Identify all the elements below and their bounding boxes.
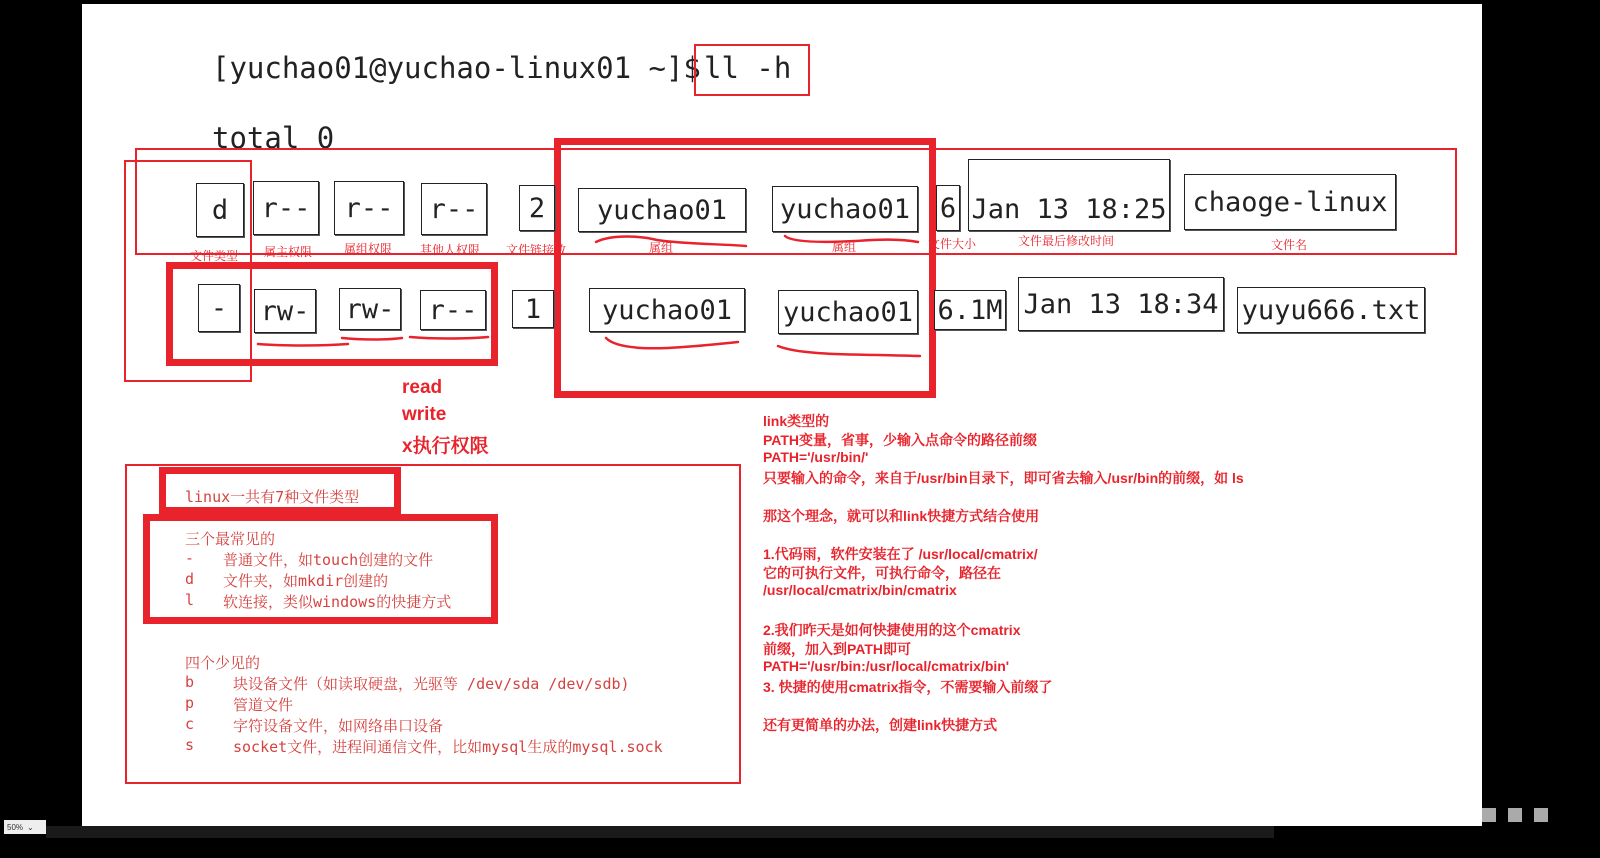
note-line: /usr/local/cmatrix/bin/cmatrix: [763, 582, 957, 598]
common-desc-2: 软连接，类似windows的快捷方式: [223, 593, 452, 611]
caption-size: 文件大小: [928, 237, 977, 251]
whiteboard-canvas: [82, 4, 1482, 826]
row2-name-box: yuyu666.txt: [1237, 287, 1425, 333]
row1-owner-perm-box: r--: [253, 181, 319, 235]
row2-group-perm-box: rw-: [339, 288, 401, 330]
note-line: [763, 696, 1244, 715]
note-line: PATH='/usr/bin:/usr/local/cmatrix/bin': [763, 658, 1010, 674]
note-line: 前缀，加入到PATH即可: [763, 641, 912, 657]
caption-group: 属组: [832, 240, 857, 254]
caption-other-perm: 其他人权限: [420, 243, 481, 257]
zoom-dropdown[interactable]: [4, 820, 46, 834]
rare-heading: 四个少见的: [185, 654, 261, 672]
common-sym-2: l: [185, 591, 195, 609]
common-desc-0: 普通文件，如touch创建的文件: [223, 551, 434, 569]
terminal-total: total 0: [212, 121, 335, 155]
note-line: 只要输入的命令，来自于/usr/bin目录下，即可省去输入/usr/bin的前缀，如 ls: [763, 470, 1244, 486]
row1-group-box: yuchao01: [772, 186, 918, 232]
rare-sym-3: s: [185, 736, 195, 754]
row1-mtime-box: Jan 13 18:25: [968, 159, 1170, 231]
row2-type-box: -: [198, 284, 240, 332]
note-line: 2.我们昨天是如何快捷使用的这个cmatrix: [763, 622, 1021, 638]
terminal-command: ll -h: [704, 51, 792, 85]
caption-owner-perm: 属主权限: [264, 245, 313, 259]
caption-mtime: 文件最后修改时间: [1018, 234, 1115, 248]
horizontal-scrollbar[interactable]: [46, 826, 1274, 838]
caption-owner: 属组: [649, 241, 674, 255]
page-control-button[interactable]: [1508, 808, 1522, 822]
row1-owner-box: yuchao01: [578, 188, 746, 232]
note-line: 那这个理念，就可以和link快捷方式结合使用: [763, 508, 1040, 524]
note-line: PATH='/usr/bin/': [763, 449, 869, 465]
page-control-button[interactable]: [1534, 808, 1548, 822]
chevron-down-icon: ⌄: [27, 822, 34, 832]
rare-sym-1: p: [185, 694, 195, 712]
rare-desc-1: 管道文件: [233, 696, 294, 714]
row1-type-box: d: [196, 183, 244, 237]
note-line: [763, 487, 1244, 506]
rare-sym-0: b: [185, 673, 195, 691]
rare-desc-0: 块设备文件（如读取硬盘，光驱等 /dev/sda /dev/sdb): [233, 675, 630, 693]
caption-links: 文件链接数: [506, 243, 567, 257]
note-line: 还有更简单的办法，创建link快捷方式: [763, 717, 998, 733]
note-line: link类型的: [763, 413, 830, 429]
common-sym-1: d: [185, 570, 195, 588]
common-desc-1: 文件夹，如mkdir创建的: [223, 572, 389, 590]
row1-group-perm-box: r--: [334, 181, 404, 235]
row1-links-box: 2: [519, 185, 555, 231]
note-line: [763, 601, 1244, 620]
rare-desc-3: socket文件，进程间通信文件，比如mysql生成的mysql.sock: [233, 738, 663, 756]
caption-name: 文件名: [1271, 238, 1308, 252]
row2-mtime-box: Jan 13 18:34: [1018, 277, 1224, 331]
note-line: 1.代码雨，软件安装在了 /usr/local/cmatrix/: [763, 546, 1038, 562]
note-line: [763, 525, 1244, 544]
page-control-button[interactable]: [1482, 808, 1496, 822]
note-line: 3. 快捷的使用cmatrix指令，不需要输入前缀了: [763, 679, 1053, 695]
caption-group-perm: 属组权限: [344, 242, 393, 256]
note-line: PATH变量，省事，少输入点命令的路径前缀: [763, 432, 1038, 448]
legend-write: write: [402, 404, 447, 425]
path-notes: [763, 411, 1244, 734]
common-heading: 三个最常见的: [185, 530, 276, 548]
caption-type: 文件类型: [190, 249, 239, 263]
row2-size-box: 6.1M: [934, 290, 1006, 330]
rare-sym-2: c: [185, 715, 195, 733]
row2-links-box: 1: [512, 290, 554, 328]
row2-owner-box: yuchao01: [589, 288, 745, 332]
legend-read: read: [402, 377, 443, 398]
terminal-prompt: [yuchao01@yuchao-linux01 ~]$: [212, 51, 701, 85]
zoom-label: 50%: [7, 822, 24, 832]
row1-name-box: chaoge-linux: [1184, 174, 1396, 230]
row2-other-perm-box: r--: [420, 290, 486, 330]
common-sym-0: -: [185, 549, 195, 567]
rare-desc-2: 字符设备文件，如网络串口设备: [233, 717, 444, 735]
legend-exec: x执行权限: [402, 436, 489, 457]
row1-other-perm-box: r--: [421, 183, 487, 235]
row1-size-box: 6: [936, 185, 960, 231]
row2-owner-perm-box: rw-: [254, 289, 316, 333]
row2-group-box: yuchao01: [778, 290, 918, 334]
filetypes-title: linux一共有7种文件类型: [185, 488, 360, 506]
note-line: 它的可执行文件，可执行命令，路径在: [763, 565, 1001, 581]
